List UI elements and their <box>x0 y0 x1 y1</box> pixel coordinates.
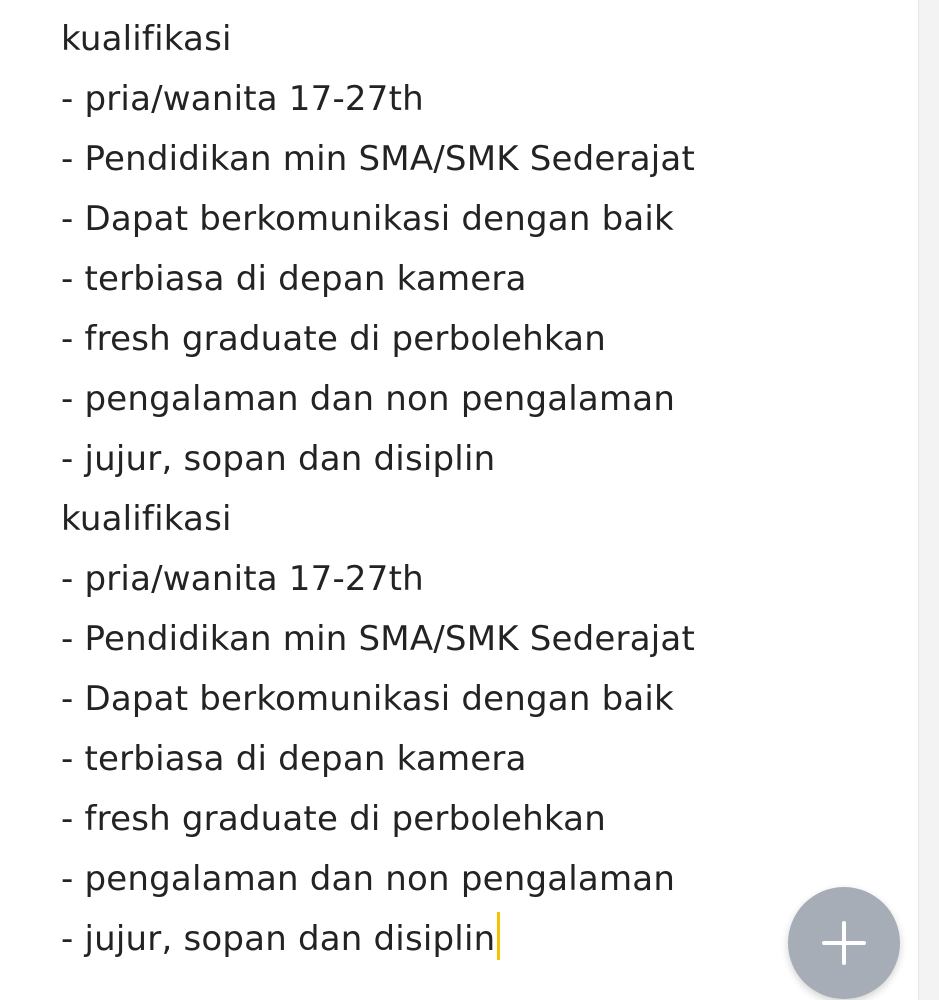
note-line: - fresh graduate di perbolehkan <box>61 319 606 359</box>
note-line-last <box>61 912 695 972</box>
note-line: - Dapat berkomunikasi dengan baik <box>61 679 674 719</box>
note-line: - pria/wanita 17-27th <box>61 559 424 599</box>
note-line: - fresh graduate di perbolehkan <box>61 799 606 839</box>
note-line: - Dapat berkomunikasi dengan baik <box>61 199 674 239</box>
note-line: - jujur, sopan dan disiplin <box>61 439 496 479</box>
note-line: - Pendidikan min SMA/SMK Sederajat <box>61 139 695 179</box>
note-body[interactable] <box>61 12 695 972</box>
note-line: - pengalaman dan non pengalaman <box>61 379 676 419</box>
plus-icon <box>822 921 866 965</box>
note-line: kualifikasi <box>61 19 232 59</box>
text-caret <box>497 912 500 960</box>
note-line: - terbiasa di depan kamera <box>61 259 527 299</box>
side-gutter <box>918 0 939 1000</box>
note-line-text: - jujur, sopan dan disiplin <box>61 919 496 959</box>
add-button[interactable] <box>788 887 900 999</box>
note-line: - pengalaman dan non pengalaman <box>61 859 676 899</box>
note-line: - Pendidikan min SMA/SMK Sederajat <box>61 619 695 659</box>
note-line: - terbiasa di depan kamera <box>61 739 527 779</box>
note-line: kualifikasi <box>61 499 232 539</box>
note-line: - pria/wanita 17-27th <box>61 79 424 119</box>
